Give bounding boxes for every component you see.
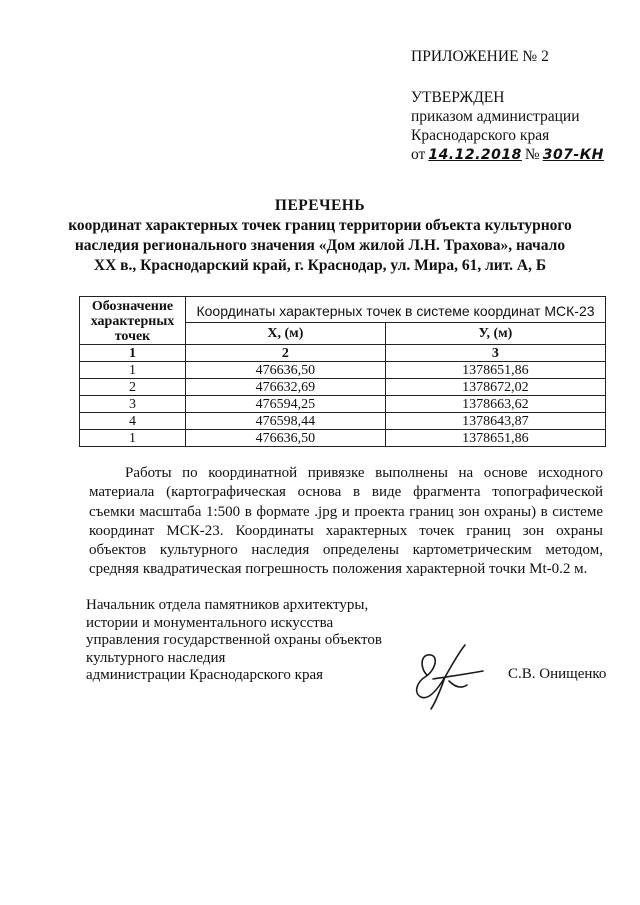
title-line2: наследия регионального значения «Дом жилой Л.Н. Трахова», начало [74, 237, 566, 254]
signatory-line5: администрации Краснодарского края [86, 667, 324, 683]
y-cell: 1378663,62 [385, 396, 605, 413]
col-x-header: X, (м) [186, 323, 386, 345]
y-cell: 1378651,86 [385, 362, 605, 379]
point-cell: 4 [80, 413, 186, 430]
y-cell: 1378651,86 [385, 430, 605, 447]
approval-date: 14.12.2018 [428, 147, 522, 163]
x-cell: 476636,50 [186, 362, 386, 379]
title-line1: координат характерных точек границ территории объекта культурного [68, 217, 572, 234]
approved-by-line1: приказом администрации [411, 108, 580, 125]
table-row [80, 396, 606, 413]
approval-date-row [411, 145, 604, 165]
approval-block [411, 88, 604, 165]
y-cell: 1378643,87 [385, 413, 605, 430]
signatory-line1: Начальник отдела памятников архитектуры, [86, 597, 369, 613]
approved-title: УТВЕРЖДЕН [411, 89, 505, 106]
table-row [80, 362, 606, 379]
x-cell: 476598,44 [186, 413, 386, 430]
point-cell: 1 [80, 430, 186, 447]
table-row [80, 430, 606, 447]
methodology-paragraph [89, 464, 603, 580]
x-cell: 476594,25 [186, 396, 386, 413]
col-y-header: У, (м) [385, 323, 605, 345]
signatory-name: С.В. Онищенко [508, 666, 607, 682]
paragraph-text: Работы по координатной привязке выполнены на основе исходного материала (картографическая основа в виде фрагмента топографической съемки масштаба 1:500 в формате .jpg и проекта границ зон охраны) в системе координат МСК-23. Координаты характерных точек границ зон охраны объектов культурного наследия определены картометрическим методом, средняя квадратическая погрешность положения характерной точки Mt-0.2 м. [89, 465, 603, 578]
x-cell: 476632,69 [186, 379, 386, 396]
y-cell: 1378672,02 [385, 379, 605, 396]
col-number: 2 [186, 345, 386, 362]
col-number: 1 [80, 345, 186, 362]
point-cell: 1 [80, 362, 186, 379]
signatory-block [86, 597, 382, 685]
coordinates-table [79, 296, 606, 447]
x-cell: 476636,50 [186, 430, 386, 447]
point-cell: 2 [80, 379, 186, 396]
table-row [80, 379, 606, 396]
document-title [60, 196, 580, 276]
signatory-line4: культурного наследия [86, 649, 226, 666]
approved-by-line2: Краснодарского края [411, 127, 550, 144]
title-line3: XX в., Краснодарский край, г. Краснодар, ул. Мира, 61, лит. А, Б [93, 257, 547, 274]
handwritten-signature [405, 637, 495, 712]
point-cell: 3 [80, 396, 186, 413]
appendix-label: ПРИЛОЖЕНИЕ № 2 [411, 48, 549, 65]
date-prefix: от [411, 146, 426, 163]
signatory-line3: управления государственной охраны объектов [86, 632, 382, 648]
row-header: Обозначение характерных точек [80, 297, 186, 345]
col-number: 3 [385, 345, 605, 362]
group-header: Координаты характерных точек в системе координат МСК-23 [186, 297, 606, 323]
approval-number: 307-КН [542, 147, 604, 163]
number-sign: № [524, 146, 540, 163]
signatory-line2: истории и монументального искусства [86, 614, 334, 631]
title-heading: ПЕРЕЧЕНЬ [274, 197, 366, 214]
column-number-row [80, 345, 606, 362]
table-row [80, 413, 606, 430]
